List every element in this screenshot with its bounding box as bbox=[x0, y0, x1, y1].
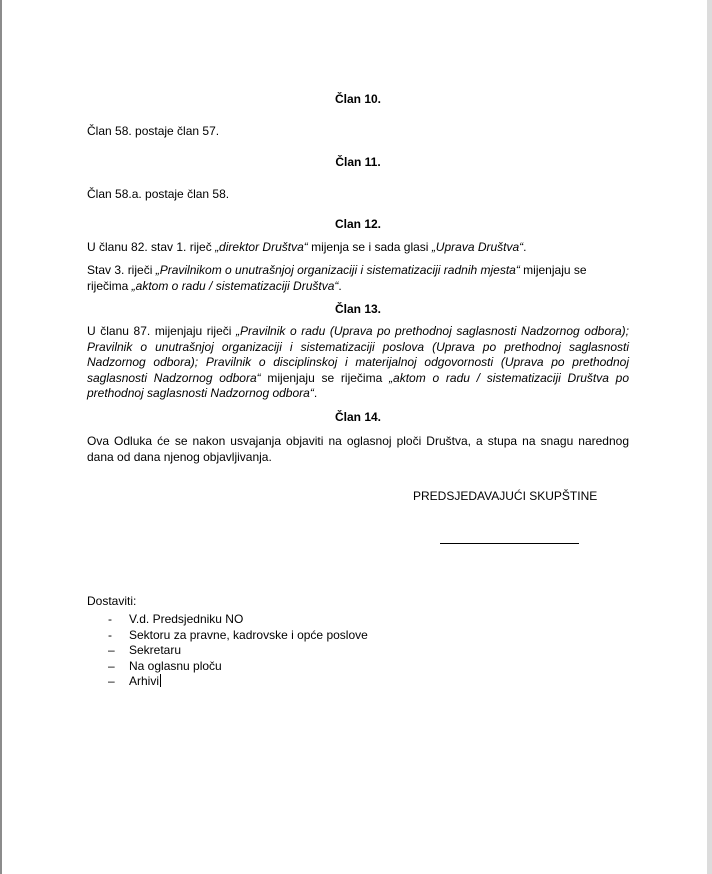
article-10-body: Član 58. postaje član 57. bbox=[87, 124, 220, 138]
quoted-text: „aktom o radu / sistematizaciji Društva“ bbox=[131, 278, 339, 293]
text-run: . bbox=[313, 386, 318, 400]
text-run: mijenjaju se riječima bbox=[260, 370, 390, 385]
signature-line bbox=[440, 543, 579, 544]
list-dash: - bbox=[108, 627, 112, 642]
text-run: . bbox=[523, 240, 527, 254]
text-run: . bbox=[338, 278, 342, 293]
article-13-heading: Član 13. bbox=[334, 302, 382, 316]
distribution-item-text: Arhivi bbox=[129, 674, 160, 688]
text-run: mijenjaju se riječima bbox=[87, 263, 587, 293]
article-14-heading: Član 14. bbox=[334, 410, 382, 424]
article-11-body: Član 58.a. postaje član 58. bbox=[87, 187, 230, 201]
text-run: Stav 3. riječi bbox=[87, 263, 156, 277]
quoted-text: „Pravilnik o radu (Uprava po prethodnoj saglasnosti Nadzornog odbora); Pravilnik o unutrašnjoj organizaciji i sistematizaciji poslova (Uprava po prethodnoj saglasnosti Nadzornog odbora); Pravilnik o disciplinskoj i materijalnoj odgovornosti (Uprava po prethodnoj saglasnosti Nadzornog odbora“ bbox=[87, 324, 629, 385]
distribution-label: Dostaviti: bbox=[87, 594, 137, 608]
article-10-heading: Član 10. bbox=[334, 92, 382, 106]
quoted-text: „direktor Društva“ bbox=[215, 240, 308, 254]
signature-title: PREDSJEDAVAJUĆI SKUPŠTINE bbox=[413, 489, 598, 503]
distribution-item-text: V.d. Predsjedniku NO bbox=[129, 612, 244, 626]
article-12-paragraph-2 bbox=[87, 263, 629, 294]
distribution-item-text: Sektoru za pravne, kadrovske i opće poslove bbox=[129, 627, 368, 642]
list-dash: – bbox=[108, 643, 115, 657]
distribution-item-text: Na oglasnu ploču bbox=[129, 658, 222, 673]
quoted-text: „aktom o radu / sistematizaciji Društva po prethodnoj saglasnosti Nadzornog odbora“ bbox=[87, 370, 629, 400]
quoted-text: „Uprava Društva“ bbox=[431, 240, 524, 254]
list-dash: – bbox=[108, 658, 115, 673]
quoted-text: „Pravilnikom o unutrašnjoj organizaciji i sistematizaciji radnih mjesta“ bbox=[155, 263, 520, 277]
article-11-heading: Član 11. bbox=[335, 155, 381, 169]
text-run: U članu 87. mijenjaju riječi bbox=[87, 324, 237, 338]
distribution-item-text-with-cursor[interactable] bbox=[129, 674, 161, 690]
text-run: mijenja se i sada glasi bbox=[307, 240, 432, 254]
list-dash: – bbox=[108, 674, 115, 688]
text-cursor bbox=[160, 674, 161, 687]
distribution-item-text: Sekretaru bbox=[129, 643, 182, 657]
article-12-paragraph-1 bbox=[87, 240, 527, 255]
list-dash: - bbox=[108, 612, 112, 626]
article-14-body: Ova Odluka će se nakon usvajanja objaviti na oglasnoj ploči Društva, a stupa na snagu narednog dana od dana njenog objavljivanja. bbox=[87, 434, 629, 464]
article-13-paragraph bbox=[87, 324, 629, 402]
text-run: U članu 82. stav 1. riječ bbox=[87, 240, 216, 254]
article-12-heading: Clan 12. bbox=[334, 217, 382, 231]
